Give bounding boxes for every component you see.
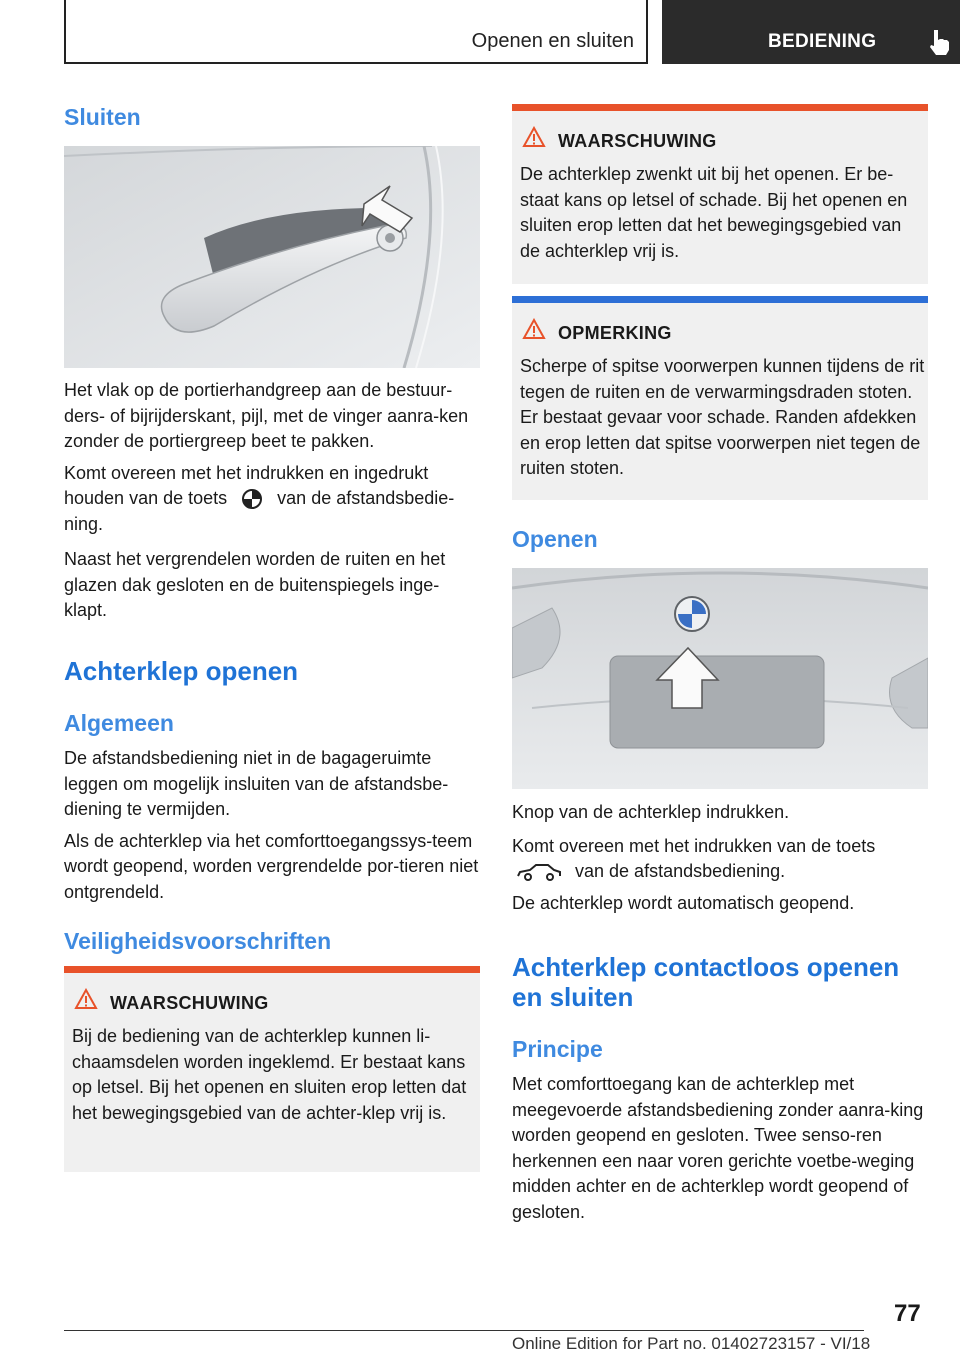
sluiten-paragraph-2-start: Komt overeen met het indrukken en ingedrukt houden van de toets — [64, 462, 429, 508]
heading-achterklep-openen: Achterklep openen — [64, 656, 299, 686]
heading-principe: Principe — [512, 1036, 603, 1062]
warning-triangle-icon — [522, 318, 546, 340]
hand-pointer-icon — [926, 28, 952, 56]
sluiten-paragraph-1: Het vlak op de portierhandgreep aan de bestuur-ders- of bijrijderskant, pijl, met de vinger aanra-ken zonder de portiergreep beet te pakken. — [64, 380, 469, 451]
bmw-key-icon — [238, 488, 266, 510]
footer-divider — [64, 1330, 864, 1331]
warning-triangle-icon — [522, 126, 546, 148]
footer-edition: Online Edition for Part no. 01402723157 - VI/18 — [512, 1334, 871, 1353]
warning-triangle-icon — [74, 988, 98, 1010]
heading-veiligheidsvoorschriften: Veiligheidsvoorschriften — [64, 928, 332, 954]
sluiten-paragraph-2-end: van de afstandsbedie-ning. — [64, 488, 455, 534]
heading-achterklep-contactloos: Achterklep contactloos openen en sluiten — [512, 952, 900, 1012]
header-section-title: Openen en sluiten — [471, 30, 634, 52]
algemeen-paragraph-1: De afstandsbediening niet in de bagageruimte leggen om mogelijk insluiten van de afstandsbe-diening te vermijden. — [64, 748, 449, 819]
warning-title: WAARSCHUWING — [558, 131, 717, 151]
car-icon — [516, 862, 562, 882]
heading-openen: Openen — [512, 526, 598, 552]
principe-paragraph: Met comforttoegang kan de achterklep met meegevoerde afstandsbediening zonder aanra-king worden geopend en gesloten. Twee senso-ren herkennen een naar voren gerichte voetbe-weging midden achter en de achterklep wordt geopend of gesloten. — [512, 1074, 924, 1222]
note-bar — [512, 296, 928, 303]
warning-box-left — [64, 966, 480, 1172]
sluiten-paragraph-2 — [64, 461, 480, 538]
header-chapter-tab — [662, 0, 960, 64]
tailgate-image — [512, 568, 928, 789]
note-box-right — [512, 296, 928, 500]
openen-paragraph-2-start: Komt overeen met het indrukken van de toets — [512, 835, 876, 856]
sluiten-paragraph-3: Naast het vergrendelen worden de ruiten en het glazen dak gesloten en de buitenspiegels inge-klapt. — [64, 549, 446, 620]
header-chapter-title: BEDIENING — [768, 31, 877, 52]
door-handle-image — [64, 146, 480, 368]
heading-algemeen: Algemeen — [64, 710, 174, 736]
heading-sluiten: Sluiten — [64, 104, 141, 130]
warning-bar — [64, 966, 480, 973]
openen-paragraph-2-end: van de afstandsbediening. — [575, 861, 786, 881]
openen-paragraph-2 — [512, 834, 928, 885]
warning-bar — [512, 104, 928, 111]
warning-text: Bij de bediening van de achterklep kunnen li-chaamsdelen worden ingeklemd. Er bestaat kans op letsel. Bij het openen en sluiten erop letten dat het bewegingsgebied van de achter-klep vrij is. — [72, 1026, 467, 1123]
header-section-tab — [64, 0, 648, 64]
warning-text: De achterklep zwenkt uit bij het openen. Er be-staat kans op letsel of schade. Bij het openen en sluiten erop letten dat het bewegingsgebied van de achterklep vrij is. — [520, 164, 908, 261]
openen-paragraph-1: Knop van de achterklep indrukken. — [512, 802, 790, 822]
note-title: OPMERKING — [558, 323, 672, 343]
note-text: Scherpe of spitse voorwerpen kunnen tijdens de rit tegen de ruiten en de verwarmingsdraden stoten. Er bestaat gevaar voor schade. Randen afdekken en erop letten dat spitse voorwerpen niet tegen de ruiten stoten. — [520, 356, 925, 478]
algemeen-paragraph-2: Als de achterklep via het comforttoegangssys-teem wordt geopend, worden vergrendelde por-tieren niet ontgrendeld. — [64, 830, 479, 902]
openen-paragraph-3: De achterklep wordt automatisch geopend. — [512, 892, 855, 913]
warning-title: WAARSCHUWING — [110, 993, 269, 1013]
page-number: 77 — [894, 1300, 921, 1327]
warning-box-right — [512, 104, 928, 284]
